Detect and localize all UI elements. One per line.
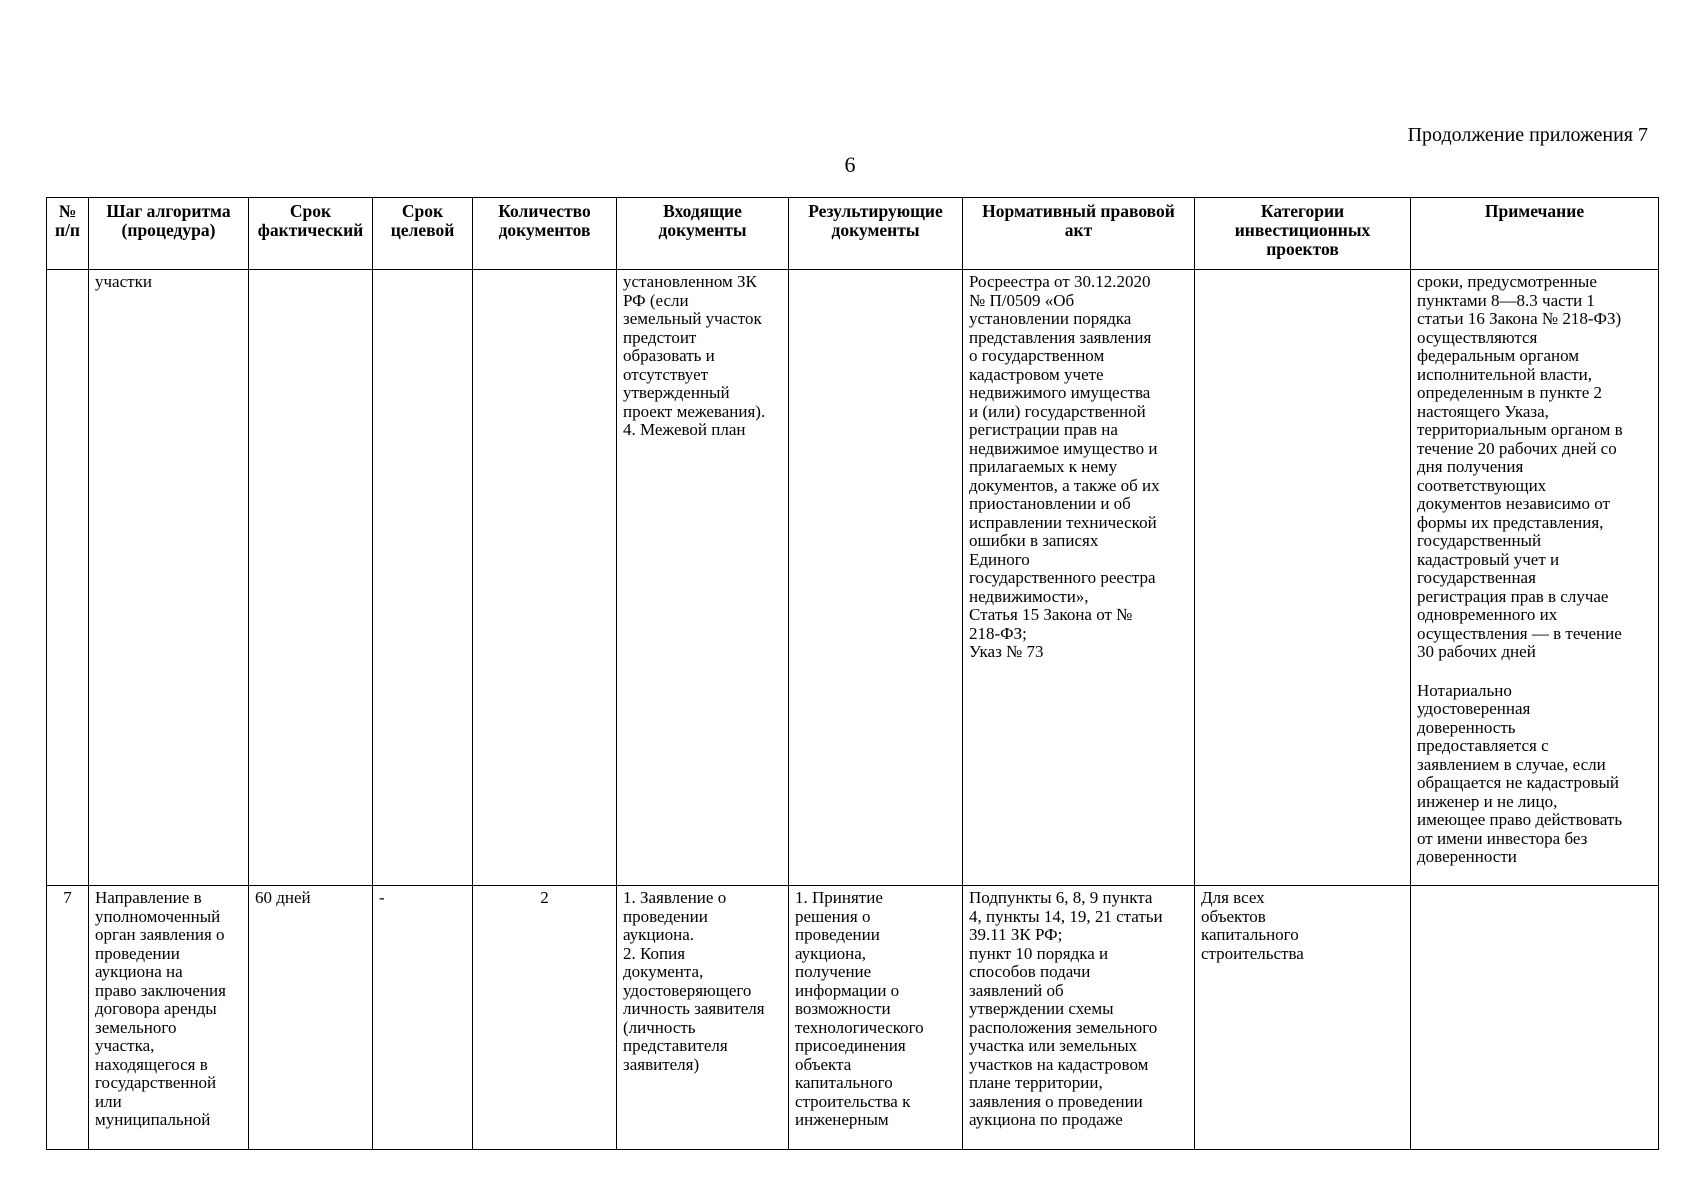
table-row — [47, 270, 1659, 886]
algorithm-table — [46, 197, 1659, 1150]
col-header-incoming: Входящие документы — [617, 198, 789, 270]
table-row — [47, 886, 1659, 1150]
page-number: 6 — [844, 152, 856, 177]
row-note — [1411, 886, 1659, 1150]
row-target-term: - — [373, 886, 473, 1150]
row-incoming: 1. Заявление о проведении аукциона. 2. Копия документа, удостоверяющего личность заявителя (личность представителя заявителя) — [617, 886, 789, 1150]
col-header-target-term: Срок целевой — [373, 198, 473, 270]
row-legal-act: Подпункты 6, 8, 9 пункта 4, пункты 14, 19, 21 статьи 39.11 ЗК РФ; пункт 10 порядка и способов подачи заявлений об утверждении схемы расположения земельного участка или земельных участков на кадастровом плане территории, заявления о проведении аукциона по продаже — [963, 886, 1195, 1150]
row-doc-count — [473, 270, 617, 886]
col-header-doc-count: Количество документов — [473, 198, 617, 270]
col-header-resulting: Результирующие документы — [789, 198, 963, 270]
col-header-step: Шаг алгоритма (процедура) — [89, 198, 249, 270]
row-actual-term: 60 дней — [249, 886, 373, 1150]
col-header-note: Примечание — [1411, 198, 1659, 270]
row-num — [47, 270, 89, 886]
row-note-part-2: Нотариально удостоверенная доверенность предоставляется с заявлением в случае, если обращается не кадастровый инженер и не лицо, имеющее право действовать от имени инвестора без доверенности — [1417, 680, 1623, 866]
row-incoming: установленном ЗК РФ (если земельный участок предстоит образовать и отсутствует утвержденный проект межевания). 4. Межевой план — [617, 270, 789, 886]
row-resulting — [789, 270, 963, 886]
row-target-term — [373, 270, 473, 886]
row-note — [1411, 270, 1659, 886]
row-step: участки — [89, 270, 249, 886]
table-header-row — [47, 198, 1659, 270]
col-header-categories: Категории инвестиционных проектов — [1195, 198, 1411, 270]
row-doc-count: 2 — [473, 886, 617, 1150]
row-resulting: 1. Принятие решения о проведении аукциона, получение информации о возможности технологического присоединения объекта капитального строительства к инженерным — [789, 886, 963, 1150]
row-actual-term — [249, 270, 373, 886]
col-header-num: № п/п — [47, 198, 89, 270]
row-legal-act: Росреестра от 30.12.2020 № П/0509 «Об установлении порядка представления заявления о государственном кадастровом учете недвижимого имущества и (или) государственной регистрации прав на недвижимое имущество и прилагаемых к нему документов, а также об их приостановлении и об исправлении технической ошибки в записях Единого государственного реестра недвижимости», Статья 15 Закона от № 218-ФЗ; Указ № 73 — [963, 270, 1195, 886]
row-categories — [1195, 270, 1411, 886]
row-categories: Для всех объектов капитального строительства — [1195, 886, 1411, 1150]
col-header-legal-act: Нормативный правовой акт — [963, 198, 1195, 270]
continuation-label: Продолжение приложения 7 — [1407, 124, 1648, 146]
col-header-actual-term: Срок фактический — [249, 198, 373, 270]
row-note-part-1: сроки, предусмотренные пунктами 8—8.3 части 1 статьи 16 Закона № 218-ФЗ) осуществляются федеральным органом исполнительной власти, определенным в пункте 2 настоящего Указа, территориальным органом в течение 20 рабочих дней со дня получения соответствующих документов независимо от формы их представления, государственный кадастровый учет и государственная регистрация прав в случае одновременного их осуществления — в течение 30 рабочих дней — [1417, 272, 1623, 661]
row-num: 7 — [47, 886, 89, 1150]
row-step: Направление в уполномоченный орган заявления о проведении аукциона на право заключения договора аренды земельного участка, находящегося в государственной или муниципальной — [89, 886, 249, 1150]
